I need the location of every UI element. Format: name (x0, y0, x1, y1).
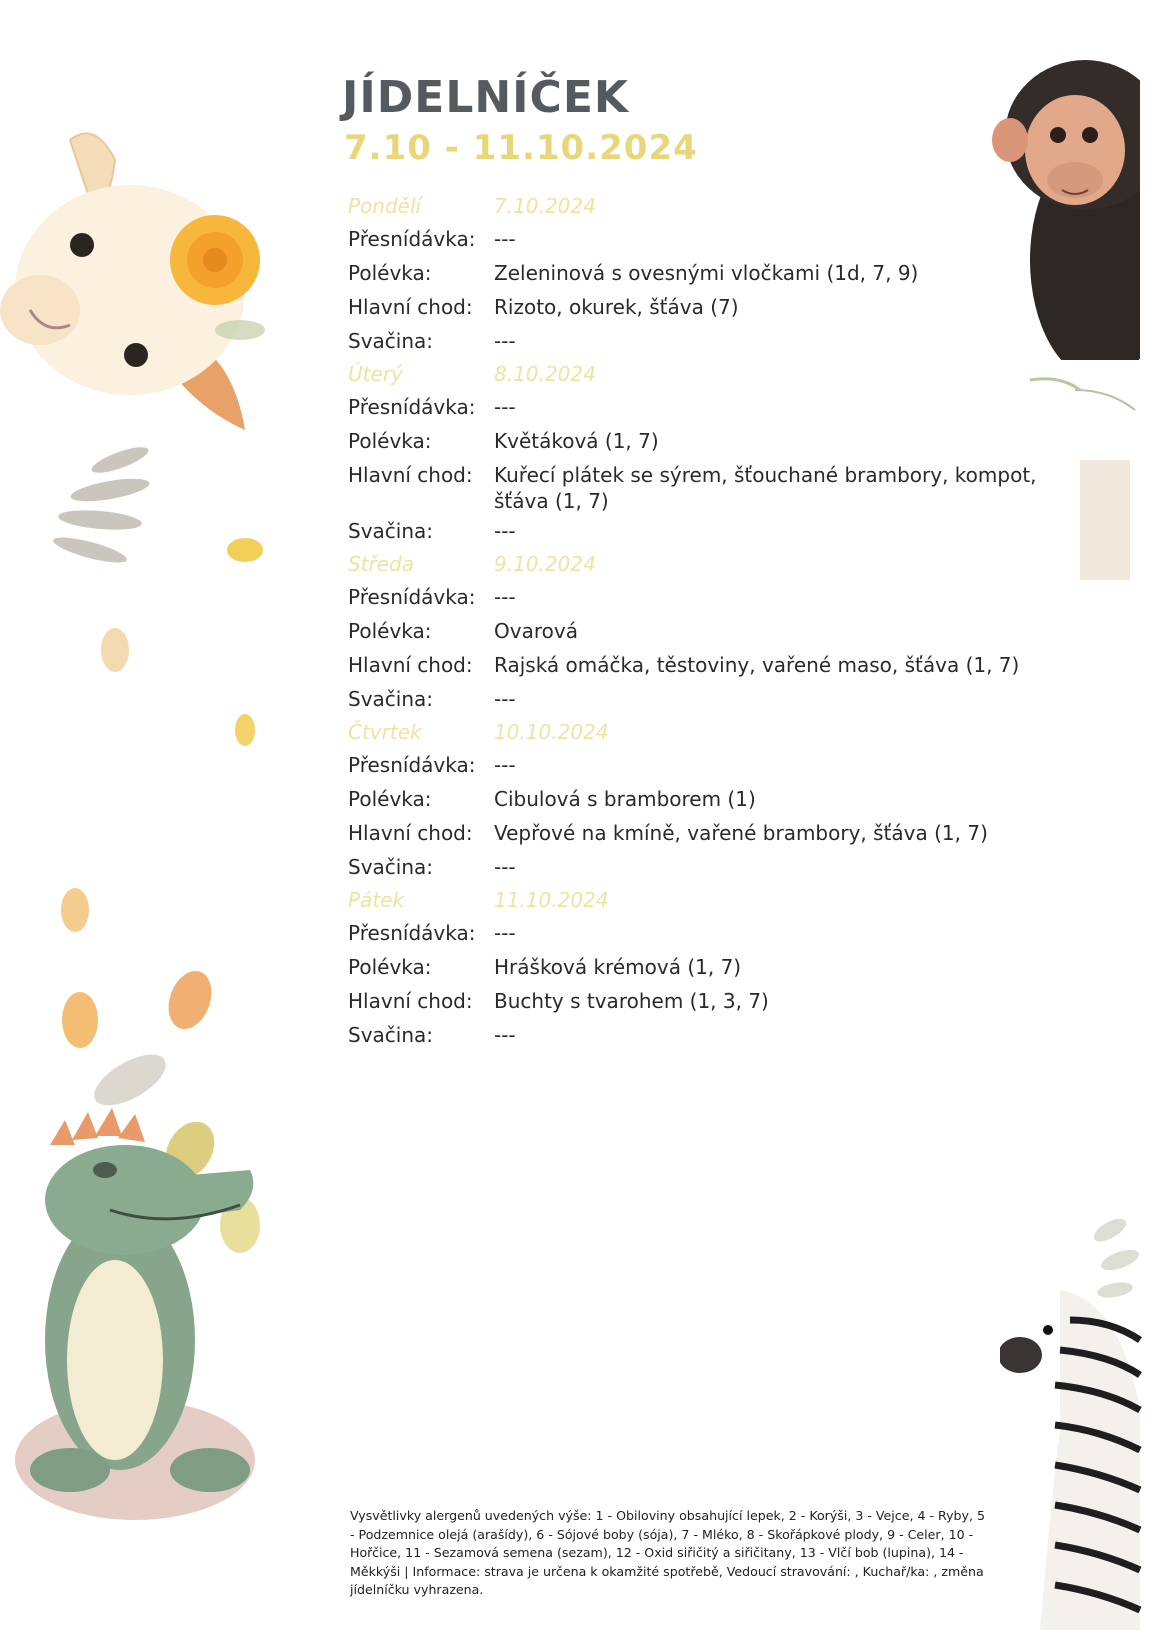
meal-label: Hlavní chod: (348, 463, 473, 487)
meal-label: Svačina: (348, 519, 434, 543)
meal-value: --- (494, 395, 516, 419)
meal-label: Přesnídávka: (348, 227, 476, 251)
meal-row-soup (348, 782, 1078, 816)
meal-value: Ovarová (494, 619, 578, 643)
meal-label: Hlavní chod: (348, 989, 473, 1013)
meal-row-snack-afternoon (348, 324, 1078, 358)
day-header (348, 884, 1078, 916)
meal-label: Polévka: (348, 261, 432, 285)
meal-value: --- (494, 921, 516, 945)
meal-label: Přesnídávka: (348, 753, 476, 777)
meal-value: Buchty s tvarohem (1, 3, 7) (494, 989, 769, 1013)
meal-value: Zeleninová s ovesnými vločkami (1d, 7, 9) (494, 261, 919, 285)
meal-label: Polévka: (348, 429, 432, 453)
meal-value: Cibulová s bramborem (1) (494, 787, 756, 811)
meal-value: --- (494, 687, 516, 711)
meal-row-snack-afternoon (348, 682, 1078, 716)
meal-label: Polévka: (348, 787, 432, 811)
date-range: 7.10 - 11.10.2024 (344, 128, 698, 168)
day-thursday (348, 716, 1078, 884)
page-title: JÍDELNÍČEK (342, 72, 629, 123)
day-header (348, 716, 1078, 748)
meal-row-soup (348, 950, 1078, 984)
meal-row-soup (348, 256, 1078, 290)
meal-value: --- (494, 1023, 516, 1047)
day-date: 11.10.2024 (494, 888, 609, 912)
day-header (348, 358, 1078, 390)
day-header (348, 190, 1078, 222)
meal-row-snack-morning (348, 916, 1078, 950)
day-date: 9.10.2024 (494, 552, 596, 576)
day-monday (348, 190, 1078, 358)
meal-label: Svačina: (348, 1023, 434, 1047)
day-header (348, 548, 1078, 580)
meal-value: Květáková (1, 7) (494, 429, 659, 453)
meal-row-main (348, 458, 1078, 514)
meal-label: Přesnídávka: (348, 921, 476, 945)
meal-row-snack-morning (348, 390, 1078, 424)
meal-row-snack-morning (348, 580, 1078, 614)
meal-row-snack-afternoon (348, 514, 1078, 548)
meal-value: --- (494, 753, 516, 777)
day-tuesday (348, 358, 1078, 548)
meal-row-main (348, 290, 1078, 324)
weekly-menu (348, 190, 1078, 1052)
meal-value: Vepřové na kmíně, vařené brambory, šťáva (1, 7) (494, 821, 988, 845)
meal-label: Svačina: (348, 687, 434, 711)
allergen-footnote: Vysvětlivky alergenů uvedených výše: 1 - Obiloviny obsahující lepek, 2 - Korýši, 3 - Vejce, 4 - Ryby, 5 - Podzemnice olejá (arašídy), 6 - Sójové boby (sója), 7 - Mléko, 8 - Skořápkové plody, 9 - Celer, 10 - Hořčice, 11 - Sezamová semena (sezam), 12 - Oxid siřičitý a siřičitany, 13 - Vlčí bob (lupina), 14 - Měkkýši | Informace: strava je určena k okamžité spotřebě, Vedoucí stravování: , Kuchař/ka: , změna jídelníčku vyhrazena. (350, 1508, 986, 1597)
meal-row-snack-morning (348, 222, 1078, 256)
meal-row-soup (348, 614, 1078, 648)
meal-row-soup (348, 424, 1078, 458)
meal-row-snack-afternoon (348, 850, 1078, 884)
meal-value: --- (494, 329, 516, 353)
meal-value: Rajská omáčka, těstoviny, vařené maso, šťáva (1, 7) (494, 653, 1020, 677)
meal-row-snack-morning (348, 748, 1078, 782)
day-date: 10.10.2024 (494, 720, 609, 744)
zebra-illustration (1000, 1210, 1150, 1630)
meal-label: Svačina: (348, 329, 434, 353)
meal-label: Přesnídávka: (348, 585, 476, 609)
meal-label: Polévka: (348, 955, 432, 979)
meal-value: --- (494, 855, 516, 879)
meal-value: Rizoto, okurek, šťáva (7) (494, 295, 739, 319)
meal-row-snack-afternoon (348, 1018, 1078, 1052)
llama-illustration (0, 120, 300, 450)
day-name: Středa (348, 552, 415, 576)
meal-row-main (348, 816, 1078, 850)
leaf-decoration (30, 420, 280, 760)
day-name: Čtvrtek (348, 720, 422, 744)
meal-label: Polévka: (348, 619, 432, 643)
day-name: Pátek (348, 888, 405, 912)
meal-value: --- (494, 227, 516, 251)
meal-value: --- (494, 585, 516, 609)
day-date: 7.10.2024 (494, 194, 596, 218)
meal-label: Hlavní chod: (348, 821, 473, 845)
day-date: 8.10.2024 (494, 362, 596, 386)
meal-label: Hlavní chod: (348, 295, 473, 319)
day-name: Úterý (348, 362, 403, 386)
meal-label: Hlavní chod: (348, 653, 473, 677)
meal-row-main (348, 648, 1078, 682)
day-wednesday (348, 548, 1078, 716)
meal-label: Přesnídávka: (348, 395, 476, 419)
meal-value: --- (494, 519, 516, 543)
day-name: Pondělí (348, 194, 422, 218)
meal-value: Kuřecí plátek se sýrem, šťouchané brambory, kompot, šťáva (1, 7) (494, 463, 1037, 513)
day-friday (348, 884, 1078, 1052)
meal-label: Svačina: (348, 855, 434, 879)
meal-value: Hrášková krémová (1, 7) (494, 955, 742, 979)
meal-row-main (348, 984, 1078, 1018)
crocodile-illustration (10, 880, 300, 1620)
